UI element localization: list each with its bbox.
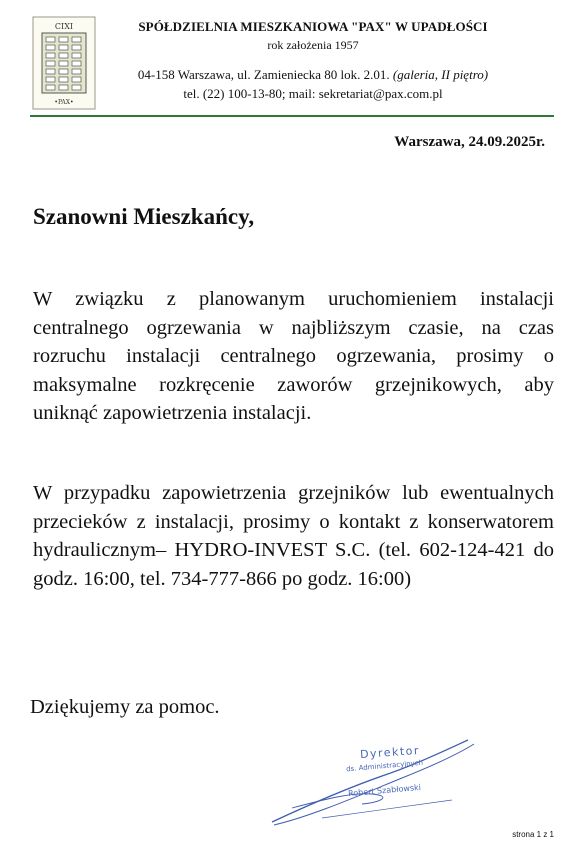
- address-location: (galeria, II piętro): [392, 67, 489, 82]
- address-street: 04-158 Warszawa, ul. Zamieniecka 80 lok. 2.01.: [137, 67, 390, 82]
- founded-year: rok założenia 1957: [267, 38, 359, 52]
- letter-date: Warszawa, 24.09.2025r.: [394, 134, 545, 150]
- organization-address: [108, 67, 518, 83]
- handwritten-signature: [262, 730, 482, 830]
- logo-bottom-text: •PAX•: [54, 99, 74, 106]
- header-divider: [30, 115, 554, 117]
- stamp-name: Robert Szabłowski: [347, 782, 422, 799]
- letter-closing: Dziękujemy za pomoc.: [30, 696, 220, 718]
- organization-name: SPÓŁDZIELNIA MIESZKANIOWA "PAX" W UPADŁOŚCI: [138, 19, 488, 34]
- letter-greeting: Szanowni Mieszkańcy,: [33, 204, 255, 229]
- organization-contact: tel. (22) 100-13-80; mail: sekretariat@pax.com.pl: [183, 86, 443, 101]
- building-logo: [32, 16, 96, 110]
- stamp-department: ds. Administracyjnych: [345, 758, 424, 774]
- stamp-title: Dyrektor: [359, 743, 421, 762]
- paragraph-heating-startup: W związku z planowanym uruchomieniem instalacji centralnego ogrzewania w najbliższym czasie, na czas rozruchu instalacji centralnego ogrzewania, prosimy o maksymalne rozkręcenie zaworów grzejnikowych, aby uniknąć zapowietrzenia instalacji.: [33, 288, 554, 424]
- page-number: strona 1 z 1: [512, 830, 554, 839]
- logo-top-text: CIXI: [54, 22, 74, 31]
- paragraph-contact-plumber: W przypadku zapowietrzenia grzejników lub ewentualnych przecieków z instalacji, prosimy o kontakt z konserwatorem hydraulicznym– HYDRO-INVEST S.C. (tel. 602-124-421 do godz. 16:00, tel. 734-777-866 po godz. 16:00): [33, 482, 554, 590]
